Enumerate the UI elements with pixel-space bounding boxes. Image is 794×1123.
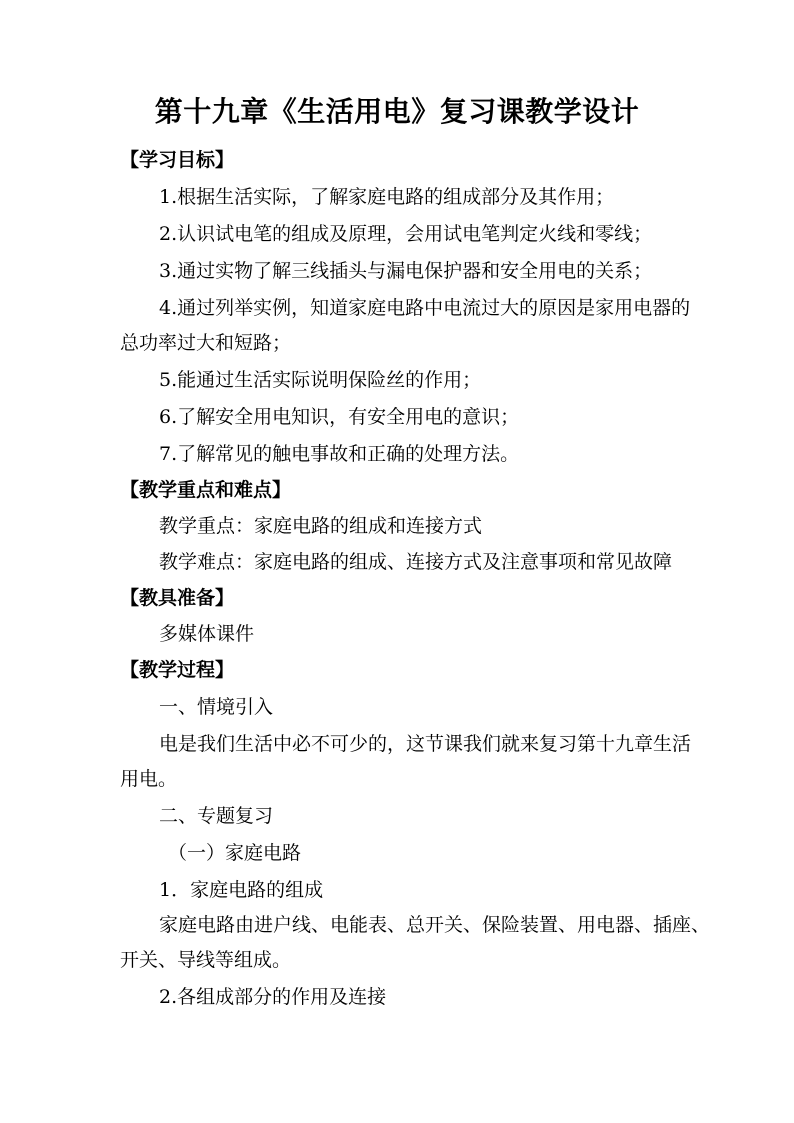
part1-title: 一、情境引入 (159, 696, 274, 718)
key-points-heading: 【教学重点和难点】 (120, 479, 292, 501)
teaching-focus: 教学重点：家庭电路的组成和连接方式 (159, 515, 483, 537)
materials-heading: 【教具准备】 (120, 587, 235, 609)
objectives-heading: 【学习目标】 (120, 149, 235, 171)
teaching-difficulty: 教学难点：家庭电路的组成、连接方式及注意事项和常见故障 (159, 551, 673, 573)
point1-text-line2: 开关、导线等组成。 (120, 949, 292, 971)
objective-item-7: 7.了解常见的触电事故和正确的处理方法。 (159, 443, 520, 465)
objective-item-6: 6.了解安全用电知识，有安全用电的意识； (159, 406, 520, 428)
part2-title: 二、专题复习 (159, 805, 274, 827)
point2-title: 2.各组成部分的作用及连接 (159, 986, 387, 1008)
part1-text-line1: 电是我们生活中必不可少的，这节课我们就来复习第十九章生活 (159, 733, 692, 755)
part1-text-line2: 用电。 (120, 768, 178, 790)
objective-item-5: 5.能通过生活实际说明保险丝的作用； (159, 369, 482, 391)
objective-item-3: 3.通过实物了解三线插头与漏电保护器和安全用电的关系； (159, 260, 653, 282)
process-heading: 【教学过程】 (120, 659, 235, 681)
materials-item: 多媒体课件 (159, 623, 255, 645)
point1-text-line1: 家庭电路由进户线、电能表、总开关、保险装置、用电器、插座、 (159, 914, 711, 936)
objective-item-2: 2.认识试电笔的组成及原理，会用试电笔判定火线和零线； (159, 223, 653, 245)
sub1-title: （一）家庭电路 (168, 842, 302, 864)
objective-item-4: 4.通过列举实例，知道家庭电路中电流过大的原因是家用电器的 (159, 297, 691, 319)
point1-title: 1．家庭电路的组成 (159, 879, 324, 901)
objective-item-1: 1.根据生活实际，了解家庭电路的组成部分及其作用； (159, 186, 615, 208)
document-title: 第十九章《生活用电》复习课教学设计 (154, 95, 640, 128)
objective-item-4-continued: 总功率过大和短路； (120, 332, 292, 354)
